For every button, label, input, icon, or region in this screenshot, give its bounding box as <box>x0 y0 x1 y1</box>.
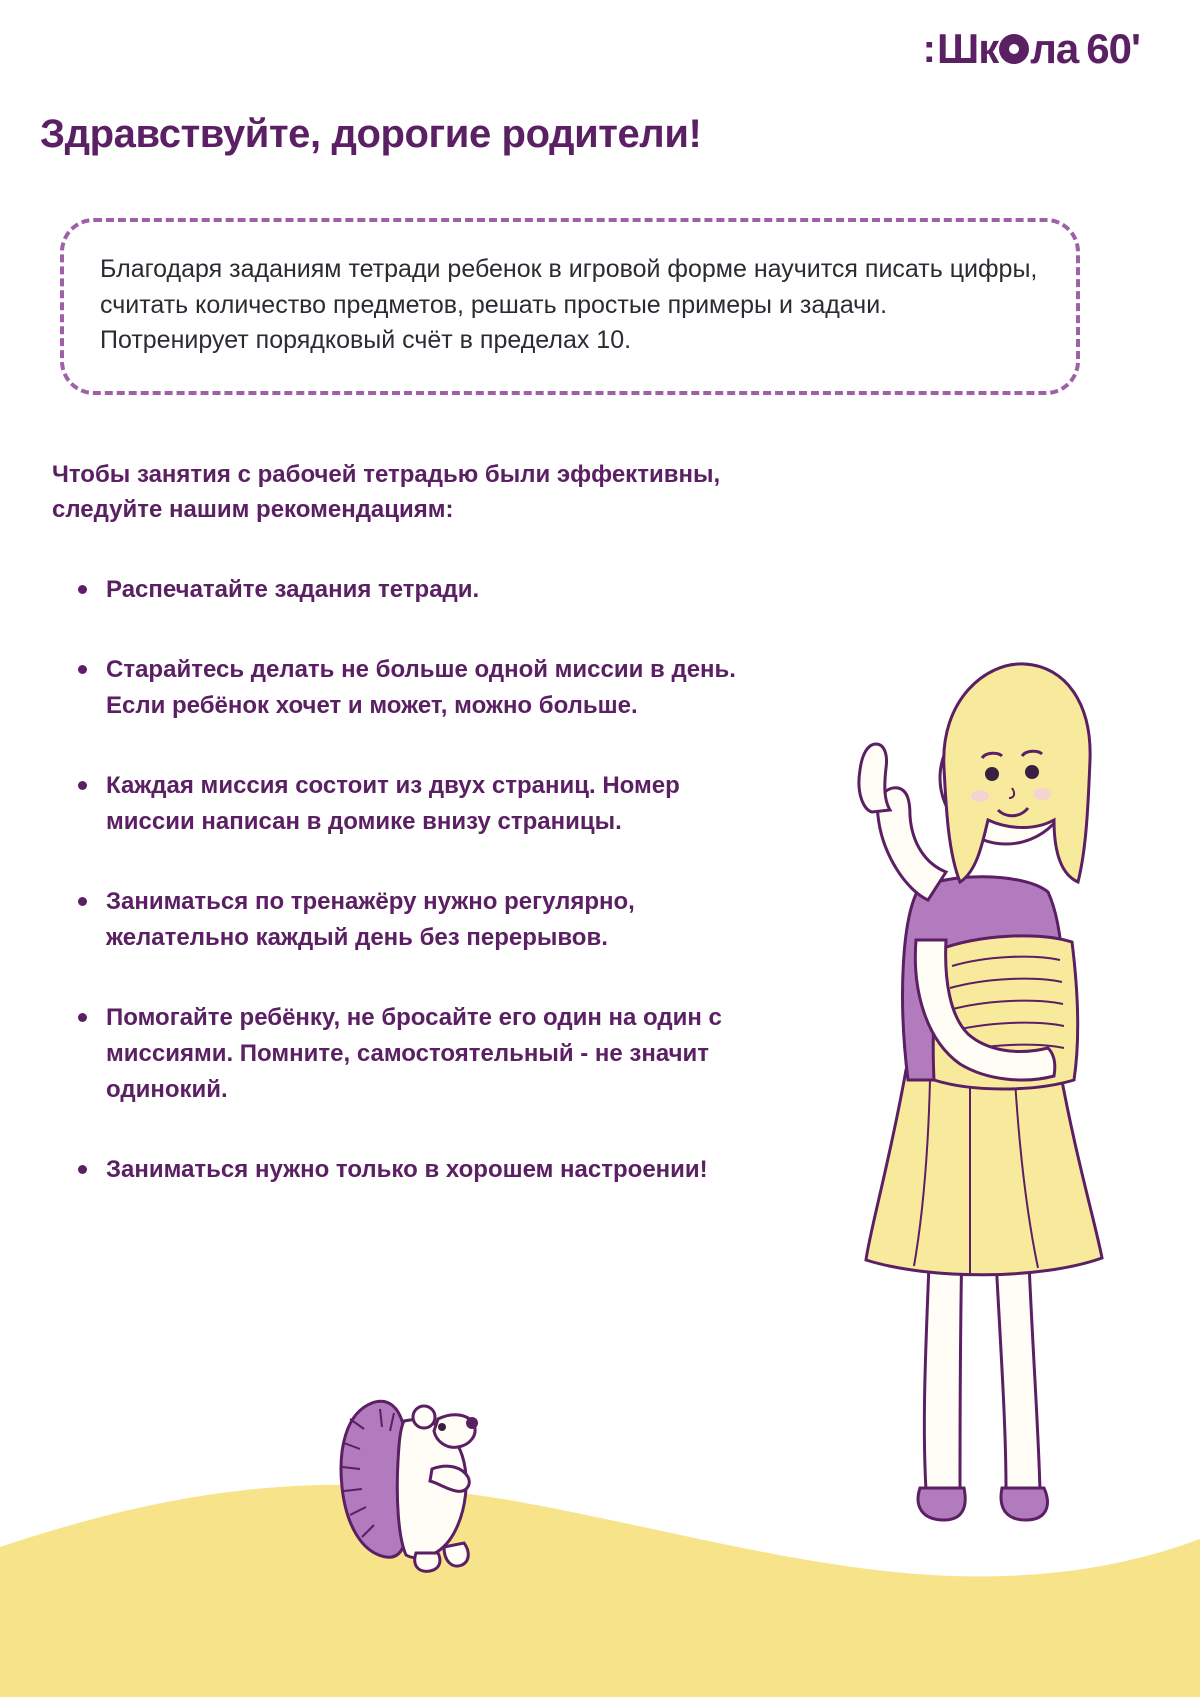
intro-box <box>60 218 1080 395</box>
list-item: Помогайте ребёнку, не бросайте его один на один с миссиями. Помните, самостоятельный - не значит одинокий. <box>72 1000 772 1108</box>
page-title: Здравствуйте, дорогие родители! <box>40 111 702 156</box>
intro-paragraph-1: Благодаря заданиям тетради ребенок в игровой форме научится писать цифры, считать количество предметов, решать простые примеры и задачи. <box>100 255 1038 319</box>
logo-colon: : <box>922 27 935 71</box>
intro-paragraph-2: Потренирует порядковый счёт в пределах 10. <box>100 326 632 354</box>
list-item: Старайтесь делать не больше одной миссии в день. Если ребёнок хочет и может, можно больше. <box>72 652 772 724</box>
logo-number: 60' <box>1086 25 1140 72</box>
logo-word-part2: ла <box>1030 25 1079 72</box>
list-item: Каждая миссия состоит из двух страниц. Номер миссии написан в домике внизу страницы. <box>72 768 772 840</box>
tips-list <box>72 572 772 1232</box>
list-item: Распечатайте задания тетради. <box>72 572 772 608</box>
logo-word-part1: Шк <box>937 25 999 72</box>
list-item: Заниматься по тренажёру нужно регулярно, желательно каждый день без перерывов. <box>72 884 772 956</box>
hedgehog-illustration <box>320 1357 510 1577</box>
recommendations-subheading: Чтобы занятия с рабочей тетрадью были эффективны, следуйте нашим рекомендациям: <box>52 461 721 523</box>
school60-logo <box>922 25 1140 72</box>
girl-with-paper-illustration <box>810 640 1140 1540</box>
list-item: Заниматься нужно только в хорошем настроении! <box>72 1152 772 1188</box>
circle-dot-icon <box>999 34 1029 64</box>
